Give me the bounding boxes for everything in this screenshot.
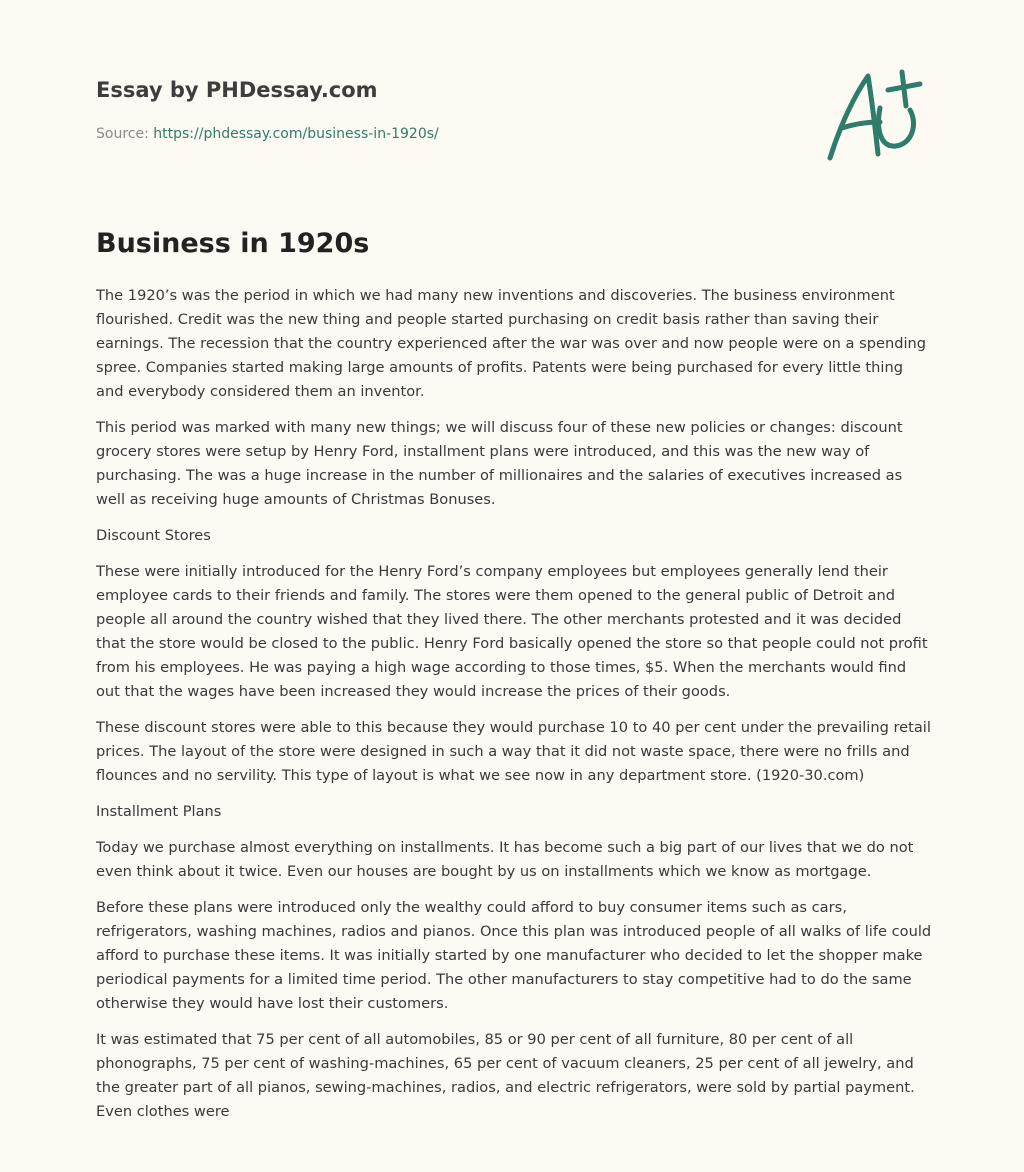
- paragraph: Before these plans were introduced only the wealthy could afford to buy consumer items such as cars, refrigerators, washing machines, radios and pianos. Once this plan was introduced people of all walks of life could afford to purchase these items. It was initially started by one manufacturer who decided to let the shopper make periodical payments for a limited time period. The other manufacturers to stay competitive had to do the same otherwise they would have lost their customers.: [96, 899, 932, 1012]
- paragraph: The 1920’s was the period in which we had many new inventions and discoveries. The business environment flourished. Credit was the new thing and people started purchasing on credit basis rather than saving their earnings. The recession that the country experienced after the war was over and now people were on a spending spree. Companies started making large amounts of profits. Patents were being purchased for every little thing and everybody considered them an inventor.: [96, 287, 927, 400]
- article-title: Business in 1920s: [96, 228, 370, 259]
- paragraph: These were initially introduced for the Henry Ford’s company employees but employees generally lend their employee cards to their friends and family. The stores were them opened to the general public of Detroit and people all around the country wished that they lived there. The other merchants protested and it was decided that the store would be closed to the public. Henry Ford basically opened the store so that people could not profit from his employees. He was paying a high wage according to those times, $5. When the merchants would find out that the wages have been increased they would increase the prices of their goods.: [96, 563, 928, 700]
- source-label: Source:: [96, 126, 149, 142]
- brand-title: Essay by PHDessay.com: [96, 78, 378, 102]
- paragraph: This period was marked with many new things; we will discuss four of these new policies or changes: discount grocery stores were setup by Henry Ford, installment plans were introduced, and this was the new way of purchasing. The was a huge increase in the number of millionaires and the salaries of executives increased as well as receiving huge amounts of Christmas Bonuses.: [96, 419, 903, 508]
- a-plus-logo-icon: [820, 66, 928, 166]
- paragraph: Today we purchase almost everything on installments. It has become such a big part of our lives that we do not even think about it twice. Even our houses are bought by us on installments which we know as mortgage.: [96, 839, 914, 880]
- source-link[interactable]: https://phdessay.com/business-in-1920s/: [153, 126, 439, 142]
- section-heading-installment-plans: Installment Plans: [96, 803, 222, 820]
- page-header: [96, 76, 796, 144]
- paragraph: It was estimated that 75 per cent of all automobiles, 85 or 90 per cent of all furniture, 80 per cent of all phonographs, 75 per cent of washing-machines, 65 per cent of vacuum cleaners, 25 per cent of all jewelry, and the greater part of all pianos, sewing-machines, radios, and electric refrigerators, were sold by partial payment. Even clothes were: [96, 1031, 915, 1120]
- section-heading-discount-stores: Discount Stores: [96, 527, 211, 544]
- paragraph: These discount stores were able to this because they would purchase 10 to 40 per cent under the prevailing retail prices. The layout of the store were designed in such a way that it did not waste space, there were no frills and flounces and no servility. This type of layout is what we see now in any department store. (1920-30.com): [96, 719, 931, 784]
- source-line: [96, 124, 796, 144]
- article-body: [96, 284, 932, 1136]
